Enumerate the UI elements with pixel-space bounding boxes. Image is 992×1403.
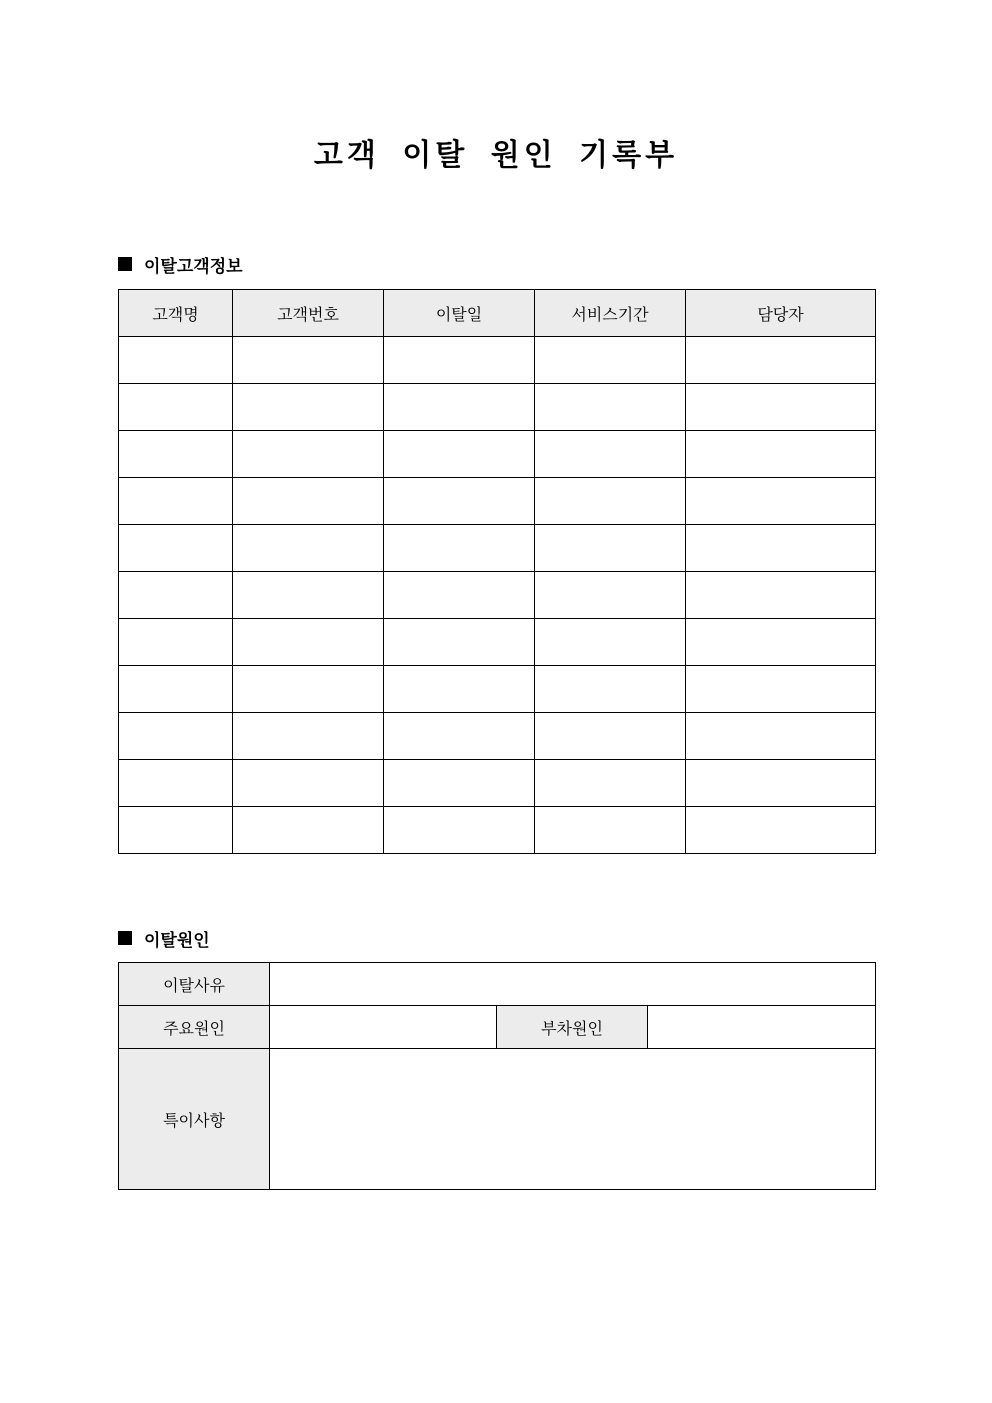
table-cell[interactable] <box>535 431 686 478</box>
table-row <box>119 760 876 807</box>
table-cell[interactable] <box>119 572 233 619</box>
customer-info-table <box>118 289 876 854</box>
sub-cause-label: 부차원인 <box>497 1006 648 1049</box>
section-heading-churn-cause <box>118 925 210 951</box>
document-title: 고객 이탈 원인 기록부 <box>313 138 679 173</box>
table-row <box>119 572 876 619</box>
table-cell[interactable] <box>535 619 686 666</box>
section-heading-label: 이탈고객정보 <box>144 256 243 277</box>
black-square-bullet-icon <box>118 257 132 271</box>
table-cell[interactable] <box>233 619 384 666</box>
table-cell[interactable] <box>535 713 686 760</box>
table-row <box>119 666 876 713</box>
table-cell[interactable] <box>535 525 686 572</box>
table-cell[interactable] <box>535 384 686 431</box>
table-cell[interactable] <box>384 572 535 619</box>
table-cell[interactable] <box>119 619 233 666</box>
table-cell[interactable] <box>535 337 686 384</box>
column-header-customer-number: 고객번호 <box>233 290 384 337</box>
table-cell[interactable] <box>686 337 876 384</box>
table-row <box>119 713 876 760</box>
table-cell[interactable] <box>119 666 233 713</box>
churn-cause-table <box>118 962 876 1190</box>
table-cell[interactable] <box>119 384 233 431</box>
table-cell[interactable] <box>686 760 876 807</box>
table-cell[interactable] <box>686 713 876 760</box>
table-cell[interactable] <box>686 666 876 713</box>
main-cause-field[interactable] <box>270 1006 497 1049</box>
main-cause-label: 주요원인 <box>119 1006 270 1049</box>
table-row <box>119 963 876 1006</box>
column-header-churn-date: 이탈일 <box>384 290 535 337</box>
sub-cause-field[interactable] <box>648 1006 876 1049</box>
table-row <box>119 431 876 478</box>
table-row <box>119 525 876 572</box>
table-cell[interactable] <box>119 525 233 572</box>
table-cell[interactable] <box>535 478 686 525</box>
table-cell[interactable] <box>233 337 384 384</box>
table-row <box>119 619 876 666</box>
table-cell[interactable] <box>384 431 535 478</box>
table-cell[interactable] <box>233 384 384 431</box>
table-cell[interactable] <box>384 760 535 807</box>
table-cell[interactable] <box>119 337 233 384</box>
table-header-row <box>119 290 876 337</box>
table-cell[interactable] <box>233 713 384 760</box>
table-cell[interactable] <box>233 525 384 572</box>
column-header-customer-name: 고객명 <box>119 290 233 337</box>
column-header-service-period: 서비스기간 <box>535 290 686 337</box>
table-cell[interactable] <box>686 572 876 619</box>
table-row <box>119 1049 876 1190</box>
table-cell[interactable] <box>384 807 535 854</box>
table-cell[interactable] <box>686 478 876 525</box>
remarks-label: 특이사항 <box>119 1049 270 1190</box>
table-cell[interactable] <box>384 713 535 760</box>
table-row <box>119 478 876 525</box>
table-cell[interactable] <box>384 384 535 431</box>
table-cell[interactable] <box>686 807 876 854</box>
table-cell[interactable] <box>119 431 233 478</box>
table-cell[interactable] <box>535 666 686 713</box>
table-cell[interactable] <box>384 478 535 525</box>
table-cell[interactable] <box>384 666 535 713</box>
table-cell[interactable] <box>686 431 876 478</box>
table-row <box>119 1006 876 1049</box>
section-heading-label: 이탈원인 <box>144 930 210 951</box>
table-cell[interactable] <box>233 431 384 478</box>
table-cell[interactable] <box>535 760 686 807</box>
table-row <box>119 337 876 384</box>
section-heading-customer-info <box>118 251 243 277</box>
table-cell[interactable] <box>233 572 384 619</box>
table-cell[interactable] <box>686 619 876 666</box>
black-square-bullet-icon <box>118 931 132 945</box>
churn-reason-label: 이탈사유 <box>119 963 270 1006</box>
table-cell[interactable] <box>233 478 384 525</box>
table-cell[interactable] <box>233 760 384 807</box>
column-header-manager: 담당자 <box>686 290 876 337</box>
table-cell[interactable] <box>384 525 535 572</box>
table-cell[interactable] <box>686 525 876 572</box>
table-row <box>119 384 876 431</box>
table-cell[interactable] <box>119 807 233 854</box>
table-cell[interactable] <box>535 807 686 854</box>
churn-reason-field[interactable] <box>270 963 876 1006</box>
table-cell[interactable] <box>233 666 384 713</box>
table-cell[interactable] <box>119 478 233 525</box>
table-cell[interactable] <box>119 713 233 760</box>
table-cell[interactable] <box>535 572 686 619</box>
table-cell[interactable] <box>686 384 876 431</box>
table-cell[interactable] <box>233 807 384 854</box>
remarks-field[interactable] <box>270 1049 876 1190</box>
table-cell[interactable] <box>119 760 233 807</box>
table-cell[interactable] <box>384 337 535 384</box>
table-cell[interactable] <box>384 619 535 666</box>
table-row <box>119 807 876 854</box>
